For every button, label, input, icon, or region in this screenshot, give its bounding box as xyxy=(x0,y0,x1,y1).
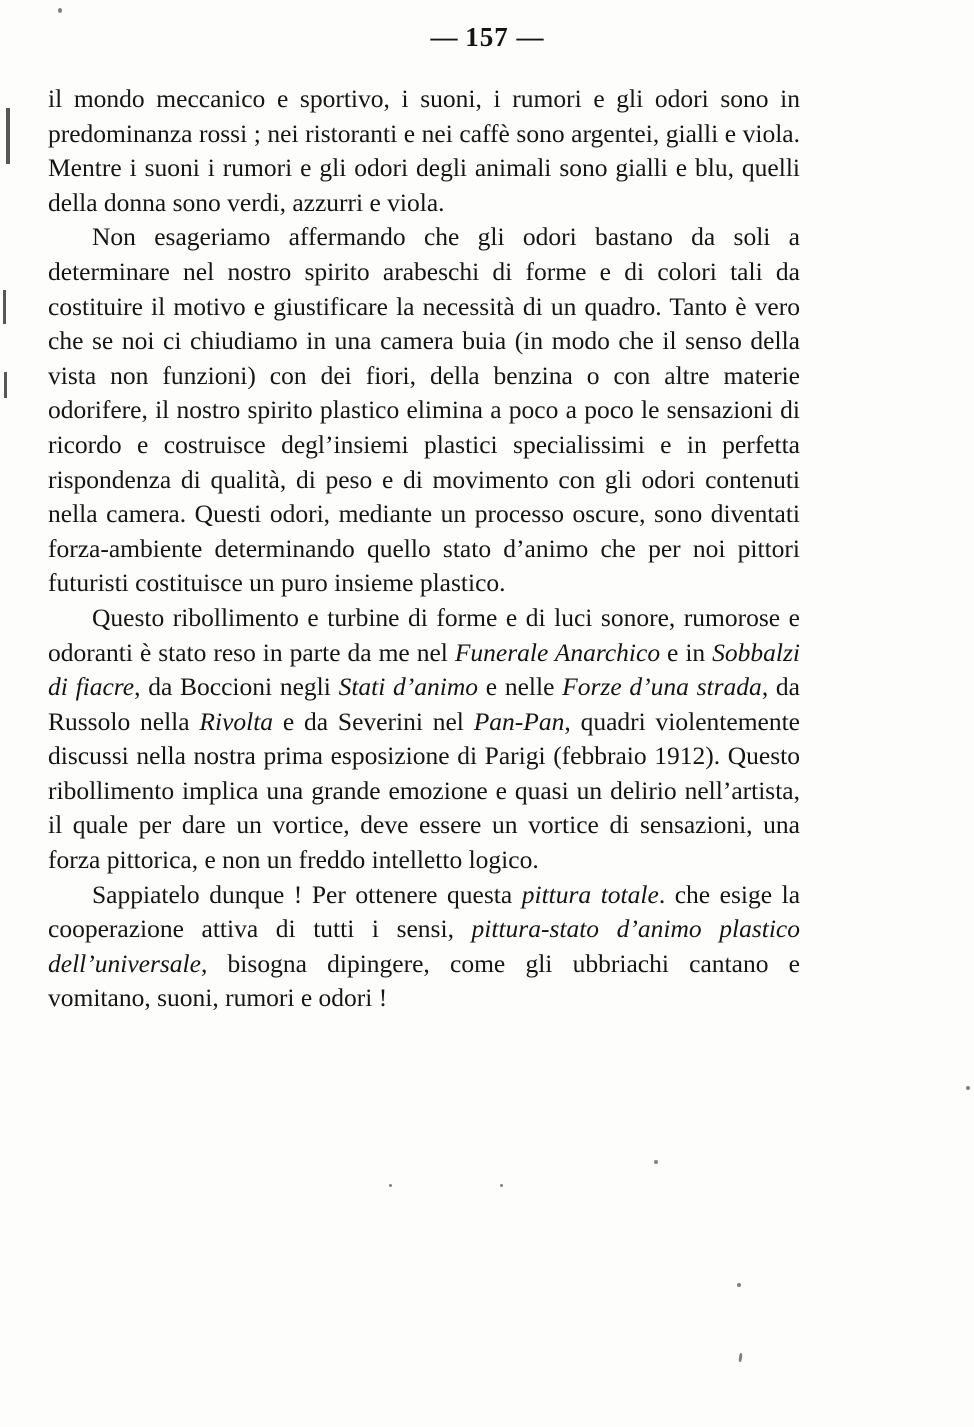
scan-artifact-mark xyxy=(4,372,7,398)
body-paragraph xyxy=(48,82,800,220)
body-paragraph xyxy=(48,220,800,601)
scan-speck xyxy=(738,1353,742,1362)
scan-artifact-mark xyxy=(6,108,10,164)
text-run: , da Russolo nella xyxy=(48,672,800,736)
scan-speck xyxy=(654,1160,658,1164)
text-run: , da Boccioni negli xyxy=(134,672,339,702)
italic-title-run: Pan-Pan xyxy=(473,706,565,736)
page-number: 157 xyxy=(465,22,509,52)
text-run: e nelle xyxy=(478,672,563,702)
text-run: e in xyxy=(660,637,713,667)
scan-speck xyxy=(966,1086,970,1090)
text-run: il mondo meccanico e sportivo, i suoni, i rumori e gli odori sono in predominanza rossi ; nei ristoranti e nei caffè sono argentei, gialli e viola. Mentre i suoni i rumori e gli odori degli animali sono gialli e blu, quelli della donna sono verdi, azzurri e viola. xyxy=(48,84,800,217)
italic-title-run: Forze d’una strada xyxy=(562,672,762,702)
page-header xyxy=(0,22,974,53)
scan-speck xyxy=(58,8,62,13)
scan-speck xyxy=(389,1184,392,1187)
italic-title-run: Stati d’animo xyxy=(338,672,479,702)
text-run: Questo ribollimento e turbine di forme e di luci sonore, rumorose e odoranti è stato reso in parte da me nel xyxy=(48,602,800,667)
italic-title-run: pittura-stato d’animo plastico dell’universale, xyxy=(48,914,800,978)
italic-title-run: Funerale Anarchico xyxy=(454,637,661,667)
italic-title-run: Rivolta xyxy=(199,706,274,736)
text-run: Sappiatelo dunque ! Per ottenere questa xyxy=(92,879,522,909)
text-run: e da Severini nel xyxy=(273,706,474,736)
text-run: Non esageriamo affermando che gli odori bastano da soli a determinare nel nostro spirito arabeschi di forme e di colori tali da costituire il motivo e giustificare la necessità di un quadro. Tanto è vero che se noi ci chiudiamo in una camera buia (in modo che il senso della vista non funzioni) con dei fiori, della benzina o con altre materie odorifere, il nostro spirito plastico elimina a poco a poco le sensazioni di ricordo e costruisce degl’insiemi plastici specialissimi e in perfetta rispondenza di qualità, di peso e di movimento con gli odori contenuti nella camera. Questi odori, mediante un processo oscure, sono diventati forza-ambiente determinando quello stato d’animo che per noi pittori futuristi costituisce un puro insieme plastico. xyxy=(48,222,800,598)
page-body xyxy=(48,82,800,1016)
body-paragraph xyxy=(48,601,800,878)
scan-speck xyxy=(500,1184,503,1187)
scan-artifact-mark xyxy=(3,290,6,324)
italic-title-run: pittura totale xyxy=(521,879,659,909)
text-run: , quadri violentemente discussi nella nostra prima esposizione di Parigi (febbraio 1912). Questo ribollimento implica una grande emozione e quasi un delirio nell’artista, il quale per dare un vortice, deve essere un vortice di sensazioni, una forza pittorica, e non un freddo intelletto logico. xyxy=(48,706,800,875)
header-dash-right: — xyxy=(516,22,544,52)
text-run: bisogna dipingere, come gli ubbriachi cantano e vomitano, suoni, rumori e odori ! xyxy=(48,948,800,1013)
italic-title-run: Sobbalzi di fiacre xyxy=(48,637,800,702)
header-dash-left: — xyxy=(430,22,458,52)
body-paragraph xyxy=(48,878,800,1016)
text-run: . che esige la cooperazione attiva di tutti i sensi, xyxy=(48,879,801,944)
scan-speck xyxy=(737,1283,741,1287)
